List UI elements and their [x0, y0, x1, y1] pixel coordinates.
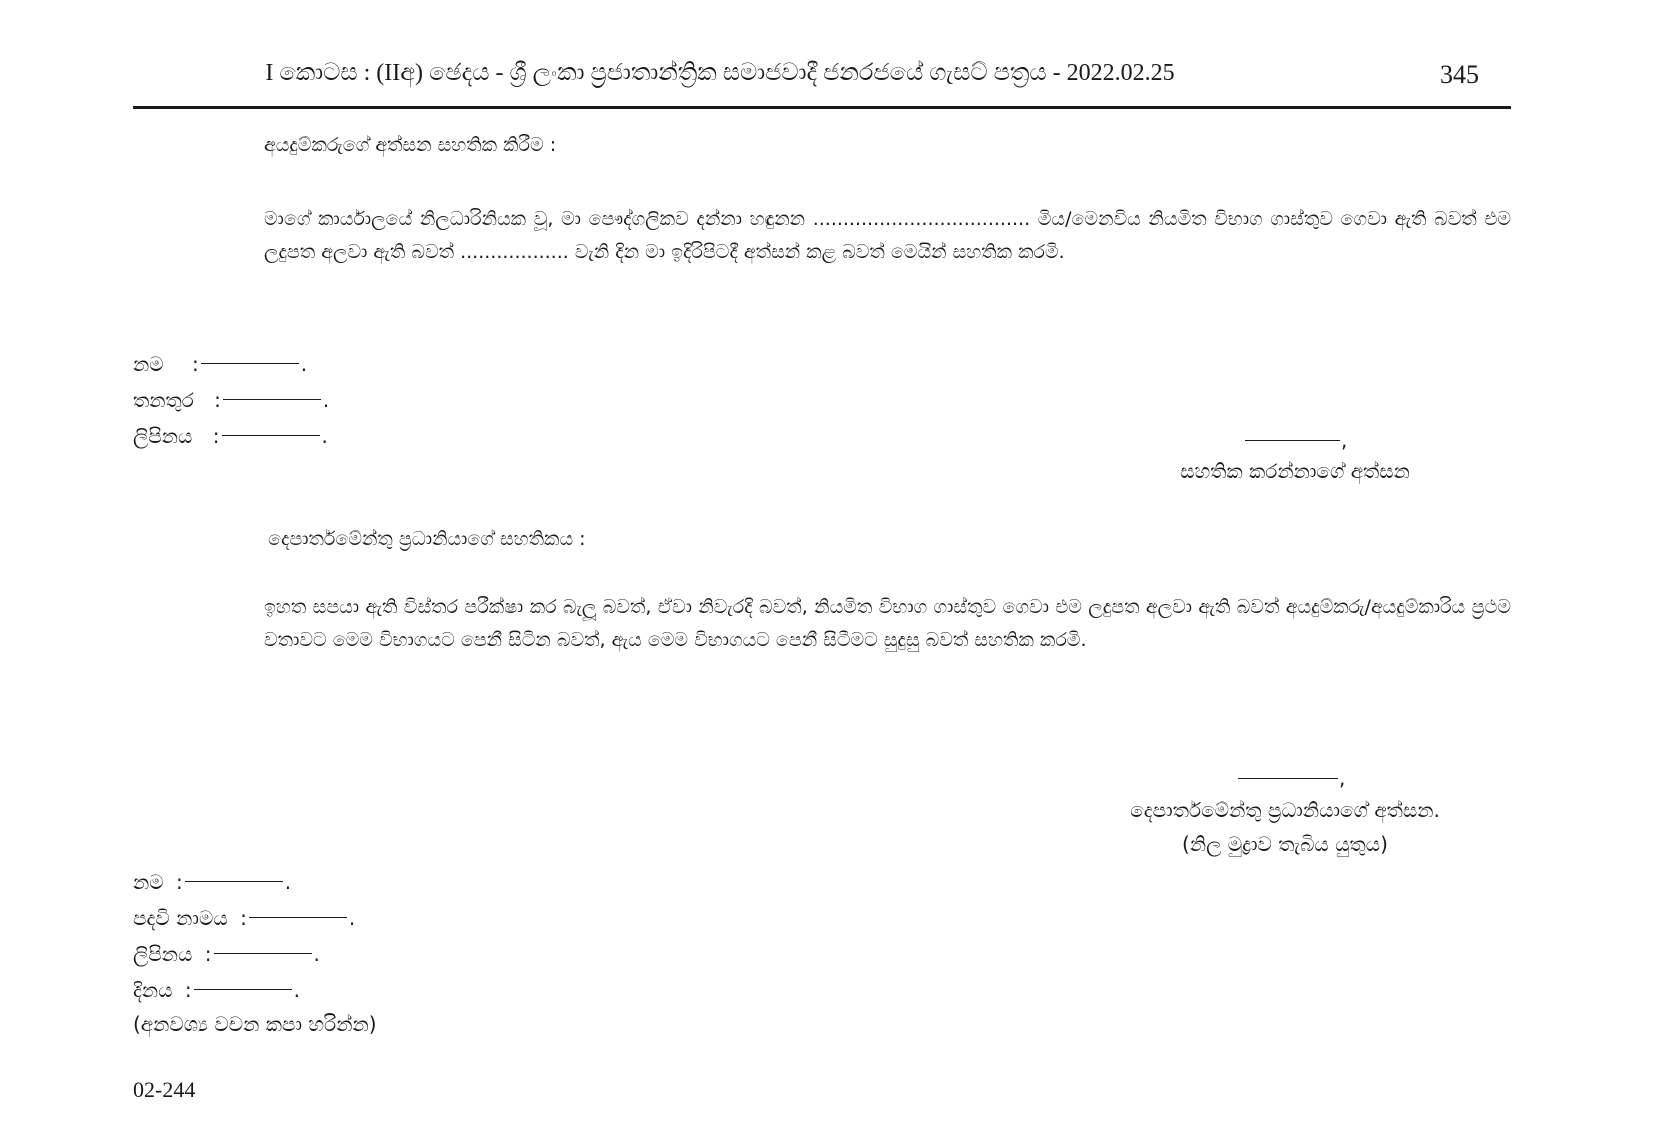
designation-fill-line[interactable]	[223, 399, 321, 400]
field-end: .	[322, 388, 330, 412]
field-label: තනතුර	[133, 388, 194, 412]
notice-reference-code: 02-244	[133, 1077, 196, 1102]
field-separator: :	[212, 424, 220, 448]
applicant-certification-paragraph: මාගේ කාර්යාලයේ නිලධාරිනියක වූ, මා පෞද්ගලිකව දන්නා හඳුනන .................................... මිය/මෙනවිය නියමිත විභාග ගාස්තුව ගෙවා ඇති බවත් එම ලදුපත අලවා ඇති බවත් .................. වැනි දින මා ඉදිරිපිටදී අත්සන් කළ බවත් මෙයින් සහතික කරමි.	[264, 208, 1511, 263]
applicant-field-address	[133, 424, 328, 448]
field-separator: :	[204, 942, 212, 966]
field-label: නම	[133, 352, 164, 376]
signature-comma: ,	[1341, 428, 1348, 452]
certifier-signature-line[interactable]	[1245, 440, 1340, 441]
title-fill-line[interactable]	[249, 917, 347, 918]
field-separator: :	[175, 870, 183, 894]
signature-comma: ,	[1339, 766, 1346, 790]
address-fill-line[interactable]	[214, 953, 312, 954]
applicant-field-name	[133, 352, 307, 376]
field-end: .	[284, 870, 292, 894]
certifier-signature-caption: සහතික කරන්නාගේ අත්සන	[1180, 459, 1410, 483]
department-field-name	[133, 870, 291, 894]
field-end: .	[321, 424, 328, 448]
field-end: .	[293, 978, 300, 1002]
official-seal-note: (නිල මුද්‍රාව තැබිය යුතුය)	[1182, 832, 1388, 856]
date-fill-line[interactable]	[194, 989, 292, 990]
field-label: දිනය	[133, 978, 173, 1002]
field-separator: :	[214, 388, 221, 412]
applicant-certification-title: අයදුම්කරුගේ අත්සන සහතික කිරීම :	[264, 134, 557, 156]
field-label: ලිපිනය	[133, 424, 193, 448]
name-fill-line[interactable]	[185, 881, 283, 882]
field-label: පදවි නාමය	[133, 906, 228, 930]
applicant-field-designation	[133, 388, 329, 412]
department-field-date	[133, 978, 300, 1002]
header-divider	[133, 106, 1511, 109]
field-separator: :	[184, 978, 192, 1002]
page-number: 345	[1440, 60, 1479, 89]
department-head-signature-line[interactable]	[1238, 778, 1338, 779]
department-certification-paragraph: ඉහත සපයා ඇති විස්තර පරීක්ෂා කර බැලූ බවත්, ඒවා නිවැරදි බවත්, නියමිත විභාග ගාස්තුව ගෙවා එම ලදුපත අලවා ඇති බවත් අයදුම්කරු/අයදුම්කාරිය ප්‍රථම වතාවට මෙම විභාගයට පෙනී සිටින බවත්, ඇය මෙම විභාගයට පෙනී සිටීමට සුදුසු බවත් සහතික කරමි.	[264, 596, 1511, 651]
gazette-header-title: I කොටස : (IIඅ) ඡෙදය - ශ්‍රී ලංකා ප්‍රජාතාන්ත්‍රික සමාජවාදී ජනරජයේ ගැසට් පත්‍රය - 2022.02.25	[265, 60, 1175, 86]
field-label: ලිපිනය	[133, 942, 193, 966]
delete-unnecessary-words-note: (අනවශ්‍ය වචන කපා හරින්න)	[133, 1012, 377, 1036]
field-separator: :	[191, 352, 199, 376]
department-field-title	[133, 906, 355, 930]
field-end: .	[300, 352, 308, 376]
field-separator: :	[240, 906, 247, 930]
field-end: .	[348, 906, 356, 930]
field-label: නම	[133, 870, 164, 894]
department-head-signature-caption: දෙපාර්තමේන්තු ප්‍රධානියාගේ අත්සන.	[1130, 798, 1440, 822]
field-end: .	[313, 942, 320, 966]
department-field-address	[133, 942, 320, 966]
address-fill-line[interactable]	[222, 435, 320, 436]
department-certification-title: දෙපාර්තමේන්තු ප්‍රධානියාගේ සහතිකය :	[268, 528, 586, 550]
name-fill-line[interactable]	[201, 363, 299, 364]
